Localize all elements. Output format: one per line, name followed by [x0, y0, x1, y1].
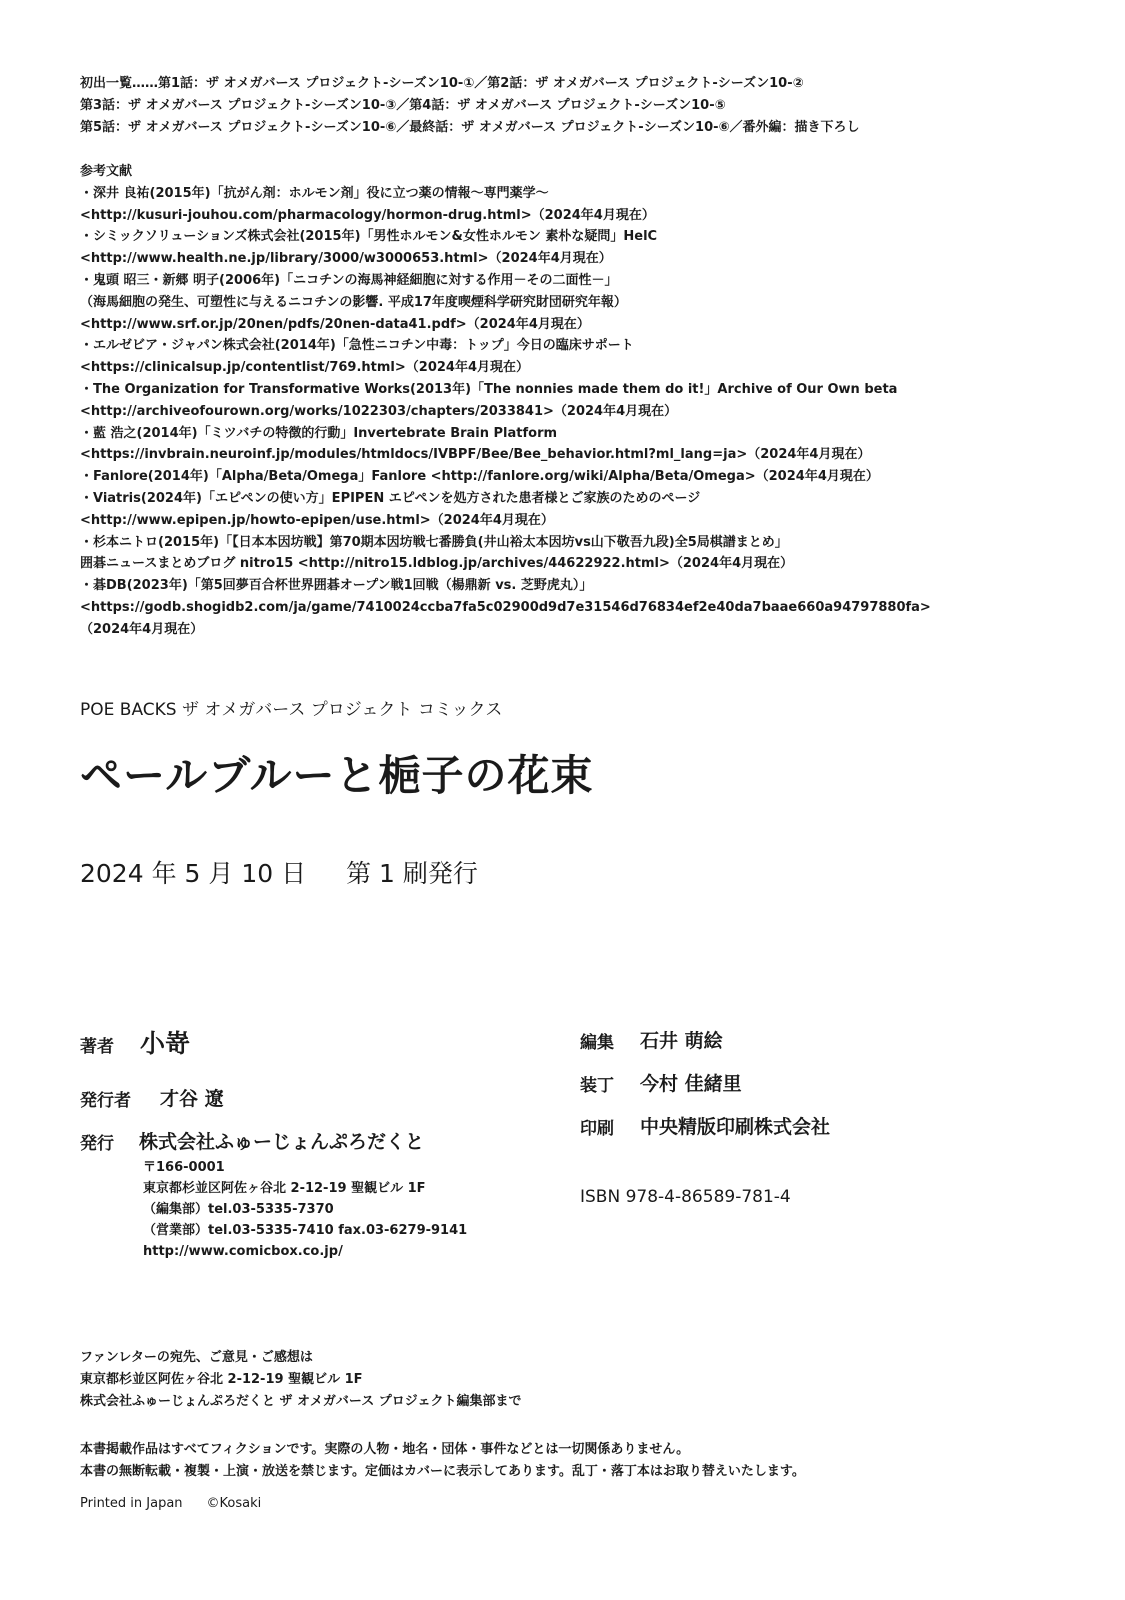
legal-notices: [80, 1439, 805, 1483]
author-name: 小嵜: [140, 1029, 191, 1058]
reference-line: ・藍 浩之(2014年)「ミツバチの特徴的行動」Invertebrate Brain Platform: [80, 425, 558, 441]
references-heading: 参考文献: [80, 164, 133, 179]
design-name: 今村 佳緒里: [640, 1073, 742, 1095]
reference-line: ・Viatris(2024年)「エピペンの使い方」EPIPEN エピペンを処方された患者様とご家族のためのページ: [80, 490, 701, 506]
reference-line: ・杉本ニトロ(2015年)「【日本本因坊戦】第70期本因坊戦七番勝負(井山裕太本因坊vs山下敬吾九段)全5局棋譜まとめ」: [80, 534, 788, 550]
printer-name: 中央精版印刷株式会社: [640, 1116, 831, 1138]
reference-line: <http://www.epipen.jp/howto-epipen/use.html>（2024年4月現在）: [80, 512, 554, 528]
printed-in: Printed in Japan: [80, 1496, 183, 1511]
first-appearance-list: [80, 73, 860, 139]
address-line: （営業部）tel.03-5335-7410 fax.03-6279-9141: [143, 1223, 468, 1238]
reference-line: <http://www.srf.or.jp/20nen/pdfs/20nen-data41.pdf>（2024年4月現在）: [80, 316, 590, 332]
reference-line: （2024年4月現在）: [80, 621, 204, 637]
address-line: http://www.comicbox.co.jp/: [143, 1244, 343, 1259]
editor-name: 石井 萌絵: [640, 1030, 723, 1052]
publisher-person-name: 才谷 遼: [160, 1088, 224, 1110]
fan-letter-line: ファンレターの宛先、ご意見・ご感想は: [80, 1350, 313, 1365]
address-line: （編集部）tel.03-5335-7370: [143, 1202, 334, 1217]
fan-letter-info: [80, 1347, 522, 1413]
fan-letter-line: 東京都杉並区阿佐ヶ谷北 2-12-19 聖観ビル 1F: [80, 1372, 363, 1387]
reference-line: ・The Organization for Transformative Works(2013年)「The nonnies made them do it!」Archive of Our Own beta: [80, 381, 898, 397]
editor-label: 編集: [580, 1033, 614, 1053]
print-label: 印刷: [580, 1119, 614, 1139]
reference-line: ・碁DB(2023年)「第5回夢百合杯世界囲碁オープン戦1回戦（楊鼎新 vs. 芝野虎丸）」: [80, 578, 593, 594]
reference-line: ・シミックソリューションズ株式会社(2015年)「男性ホルモン&女性ホルモン 素朴な疑問」HelC: [80, 229, 658, 245]
fan-letter-line: 株式会社ふゅーじょんぷろだくと ザ オメガバース プロジェクト編集部まで: [80, 1394, 522, 1409]
reference-line: ・Fanlore(2014年)「Alpha/Beta/Omega」Fanlore <http://fanlore.org/wiki/Alpha/Beta/Omega>（2024年4月現在）: [80, 469, 879, 485]
isbn: ISBN 978-4-86589-781-4: [580, 1187, 791, 1207]
author-label: 著者: [80, 1037, 114, 1057]
reference-line: <http://www.health.ne.jp/library/3000/w3000653.html>（2024年4月現在）: [80, 251, 612, 267]
publish-date: 2024 年 5 月 10 日: [80, 859, 307, 888]
publication-date-line: [80, 856, 478, 892]
book-title: ペールブルーと梔子の花束: [80, 751, 594, 800]
publisher-name: 株式会社ふゅーじょんぷろだくと: [139, 1131, 425, 1153]
reference-line: 囲碁ニュースまとめブログ nitro15 <http://nitro15.ldblog.jp/archives/44622922.html>（2024年4月現在）: [80, 556, 794, 572]
first-appearance-line: 第3話：ザ オメガバース プロジェクト-シーズン10-③／第4話：ザ オメガバース プロジェクト-シーズン10-⑤: [80, 98, 726, 113]
publisher-address: [143, 1157, 467, 1262]
reference-line: <https://clinicalsup.jp/contentlist/769.html>（2024年4月現在）: [80, 360, 529, 376]
publisher-label: 発行: [80, 1134, 114, 1154]
first-appearance-line: 第5話：ザ オメガバース プロジェクト-シーズン10-⑥／最終話：ザ オメガバース プロジェクト-シーズン10-⑥／番外編：描き下ろし: [80, 120, 860, 135]
notice-line: 本書掲載作品はすべてフィクションです。実際の人物・地名・団体・事件などとは一切関係ありません。: [80, 1442, 690, 1457]
footer: [80, 1493, 261, 1515]
series-label: POE BACKS ザ オメガバース プロジェクト コミックス: [80, 700, 503, 720]
first-appearance-line: 初出一覧……第1話：ザ オメガバース プロジェクト-シーズン10-①／第2話：ザ オメガバース プロジェクト-シーズン10-②: [80, 76, 804, 91]
reference-line: ・鬼頭 昭三・新郷 明子(2006年)「ニコチンの海馬神経細胞に対する作用－その二面性－」: [80, 272, 618, 288]
printing-edition: 第 1 刷発行: [346, 859, 478, 888]
reference-line: <http://kusuri-jouhou.com/pharmacology/hormon-drug.html>（2024年4月現在）: [80, 207, 655, 223]
address-line: 〒166-0001: [143, 1160, 225, 1175]
copyright: ©Kosaki: [206, 1496, 262, 1511]
reference-line: ・深井 良祐(2015年)「抗がん剤：ホルモン剤」役に立つ薬の情報～専門薬学～: [80, 185, 549, 201]
reference-line: （海馬細胞の発生、可塑性に与えるニコチンの影響. 平成17年度喫煙科学研究財団研究年報）: [80, 294, 627, 310]
address-line: 東京都杉並区阿佐ヶ谷北 2-12-19 聖観ビル 1F: [143, 1181, 426, 1196]
reference-line: <https://invbrain.neuroinf.jp/modules/htmldocs/IVBPF/Bee/Bee_behavior.html?ml_lang=ja>（2024年4月現在）: [80, 447, 871, 463]
reference-line: <http://archiveofourown.org/works/1022303/chapters/2033841>（2024年4月現在）: [80, 403, 678, 419]
reference-line: <https://godb.shogidb2.com/ja/game/7410024ccba7fa5c02900d9d7e31546d76834ef2e40da7baae660a94797880fa>: [80, 599, 931, 615]
reference-line: ・エルゼビア・ジャパン株式会社(2014年)「急性ニコチン中毒：トップ」今日の臨床サポート: [80, 338, 634, 354]
references-section: [80, 161, 931, 641]
notice-line: 本書の無断転載・複製・上演・放送を禁じます。定価はカバーに表示してあります。乱丁・落丁本はお取り替えいたします。: [80, 1464, 805, 1479]
publisher-person-label: 発行者: [80, 1091, 131, 1111]
design-label: 装丁: [580, 1076, 614, 1096]
